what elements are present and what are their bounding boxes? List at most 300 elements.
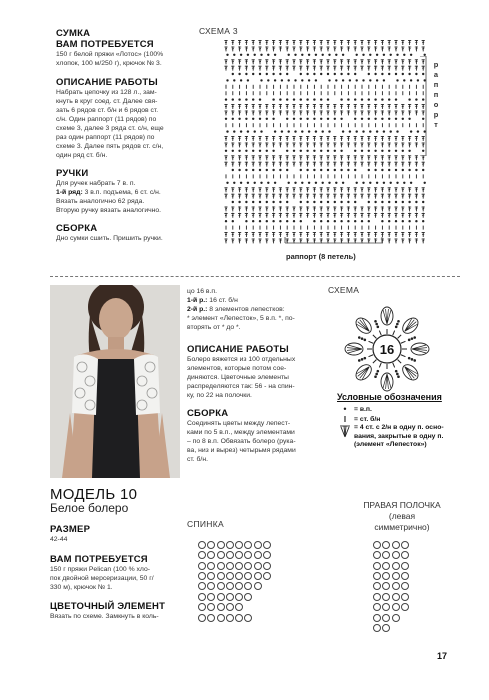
single-crochet <box>379 331 381 336</box>
double-crochet <box>252 194 255 199</box>
shelf-label <box>356 500 448 533</box>
double-crochet <box>347 110 350 115</box>
chain-stitch <box>408 73 410 75</box>
chain-stitch <box>327 201 329 203</box>
double-crochet <box>408 104 411 109</box>
double-crochet <box>415 59 418 64</box>
chain-stitch <box>272 220 274 222</box>
double-crochet <box>258 104 261 109</box>
rapport-letter: п <box>433 90 439 99</box>
double-crochet <box>231 104 234 109</box>
double-crochet <box>401 155 404 160</box>
chain-stitch <box>259 201 261 203</box>
chain-stitch <box>408 220 410 222</box>
chain-stitch <box>411 337 414 340</box>
chain-stitch <box>381 201 383 203</box>
bag-handles-line: Вторую ручку вязать аналогично. <box>56 207 162 214</box>
double-crochet <box>333 66 336 71</box>
scheme3-rapport-bottom-bracket <box>284 236 384 248</box>
double-crochet <box>374 59 377 64</box>
bag-desc-heading: ОПИСАНИЕ РАБОТЫ <box>56 77 158 88</box>
double-crochet <box>292 40 295 45</box>
double-crochet <box>415 104 418 109</box>
chain-stitch <box>328 54 330 56</box>
chain-stitch <box>313 201 315 203</box>
chain-stitch <box>340 220 342 222</box>
double-crochet <box>381 104 384 109</box>
double-crochet <box>422 238 425 243</box>
double-crochet <box>231 232 234 237</box>
double-crochet <box>354 110 357 115</box>
double-crochet <box>313 40 316 45</box>
chain-stitch <box>320 201 322 203</box>
double-crochet <box>360 110 363 115</box>
double-crochet <box>347 66 350 71</box>
double-crochet <box>347 162 350 167</box>
double-crochet <box>320 162 323 167</box>
double-crochet <box>306 206 309 211</box>
chain-stitch <box>306 118 308 120</box>
double-crochet <box>252 110 255 115</box>
chain-stitch <box>266 201 268 203</box>
double-crochet <box>252 142 255 147</box>
double-crochet <box>354 206 357 211</box>
chain-stitch <box>266 169 268 171</box>
chain-stitch <box>232 150 234 152</box>
chain-stitch <box>340 150 342 152</box>
double-crochet <box>394 104 397 109</box>
rapport-letter: п <box>433 80 439 89</box>
double-crochet <box>394 59 397 64</box>
chain-stitch <box>381 220 383 222</box>
chain-stitch <box>247 130 249 132</box>
chain-stitch <box>361 118 363 120</box>
chain-stitch <box>374 169 376 171</box>
double-crochet <box>340 59 343 64</box>
double-crochet <box>394 155 397 160</box>
chain-stitch <box>279 98 281 100</box>
double-crochet <box>313 194 316 199</box>
double-crochet <box>224 155 227 160</box>
double-crochet <box>401 59 404 64</box>
double-crochet <box>272 162 275 167</box>
double-crochet <box>306 162 309 167</box>
chain-stitch <box>279 201 281 203</box>
scheme3-rapport-vertical <box>432 60 440 130</box>
double-crochet <box>313 136 316 141</box>
bag-desc-line: один ряд ст. б/н. <box>56 152 108 159</box>
flower-element <box>226 614 234 622</box>
chain-stitch <box>240 182 242 184</box>
shelf-label-line: ПРАВАЯ ПОЛОЧКА <box>363 500 441 510</box>
chain-stitch <box>408 339 411 342</box>
legend-text: = 4 ст. с 2/н в одну п. осно- <box>354 424 444 431</box>
shelf-label-line: симметрично) <box>374 522 430 532</box>
chain-stitch <box>327 118 329 120</box>
double-crochet <box>231 142 234 147</box>
chain-stitch <box>288 130 290 132</box>
double-crochet <box>224 46 227 51</box>
chain-stitch <box>252 220 254 222</box>
double-crochet <box>292 187 295 192</box>
petal-symbol-icon <box>336 424 354 450</box>
double-crochet <box>272 142 275 147</box>
single-crochet <box>373 360 377 364</box>
double-crochet <box>224 66 227 71</box>
double-crochet <box>388 187 391 192</box>
single-crochet <box>373 335 377 339</box>
double-crochet <box>265 213 268 218</box>
chain-stitch <box>340 98 342 100</box>
single-crochet <box>369 341 374 343</box>
chain-stitch <box>254 130 256 132</box>
chain-stitch <box>259 220 261 222</box>
double-crochet <box>252 213 255 218</box>
chain-stitch <box>347 98 349 100</box>
element-row <box>373 568 410 578</box>
chain-stitch <box>358 359 361 362</box>
double-crochet <box>360 206 363 211</box>
chain-stitch <box>395 326 398 329</box>
double-crochet <box>313 59 316 64</box>
double-crochet <box>320 40 323 45</box>
chain-stitch <box>300 73 302 75</box>
double-crochet <box>347 206 350 211</box>
double-crochet <box>374 66 377 71</box>
double-crochet <box>320 194 323 199</box>
double-crochet <box>265 59 268 64</box>
petal <box>411 343 429 355</box>
double-crochet <box>367 136 370 141</box>
double-crochet <box>238 40 241 45</box>
single-crochet <box>369 355 374 357</box>
legend-text: (элемент «Лепесток») <box>354 441 427 448</box>
double-crochet <box>367 110 370 115</box>
flower-element <box>392 614 400 622</box>
double-crochet <box>381 110 384 115</box>
chain-stitch <box>240 79 242 81</box>
double-crochet <box>320 136 323 141</box>
double-crochet <box>394 238 397 243</box>
double-crochet <box>245 110 248 115</box>
double-crochet <box>347 213 350 218</box>
double-crochet <box>245 155 248 160</box>
double-crochet <box>326 40 329 45</box>
model-details <box>50 524 185 621</box>
double-crochet <box>231 46 234 51</box>
chain-stitch <box>327 220 329 222</box>
chain-stitch <box>306 169 308 171</box>
double-crochet <box>292 162 295 167</box>
double-crochet <box>381 142 384 147</box>
chain-stitch <box>259 98 261 100</box>
chain-stitch <box>368 118 370 120</box>
row-label: 2-й р.: <box>187 306 208 313</box>
bag-handles-line: Вязать аналогично 62 ряда. <box>56 198 145 205</box>
chain-stitch <box>396 130 398 132</box>
chain-stitch <box>225 220 227 222</box>
chain-stitch <box>334 220 336 222</box>
chain-stitch <box>388 220 390 222</box>
double-crochet <box>238 66 241 71</box>
element-row <box>198 537 272 547</box>
double-crochet <box>231 206 234 211</box>
double-crochet <box>401 40 404 45</box>
chain-stitch <box>368 220 370 222</box>
double-crochet <box>381 136 384 141</box>
chain-stitch <box>368 98 370 100</box>
double-crochet <box>367 66 370 71</box>
double-crochet <box>326 194 329 199</box>
chain-stitch <box>415 98 417 100</box>
back-layout <box>198 537 272 620</box>
double-crochet <box>340 40 343 45</box>
section-divider <box>50 276 460 277</box>
double-crochet <box>354 46 357 51</box>
double-crochet <box>347 40 350 45</box>
element-row <box>198 547 272 557</box>
double-crochet <box>326 213 329 218</box>
double-crochet <box>252 136 255 141</box>
chain-stitch <box>306 73 308 75</box>
chain-stitch <box>342 130 344 132</box>
double-crochet <box>279 238 282 243</box>
chain-stitch <box>356 182 358 184</box>
double-crochet <box>333 110 336 115</box>
bag-section <box>56 28 202 243</box>
double-crochet <box>367 59 370 64</box>
bag-materials-line: хлопок, 100 м/250 г), крючок № 3. <box>56 60 162 67</box>
double-crochet <box>238 162 241 167</box>
double-crochet <box>258 155 261 160</box>
chain-stitch <box>361 220 363 222</box>
chain-stitch <box>364 357 367 360</box>
chain-stitch <box>415 169 417 171</box>
double-crochet <box>408 46 411 51</box>
chain-stitch <box>381 169 383 171</box>
double-crochet <box>333 46 336 51</box>
double-crochet <box>354 40 357 45</box>
double-crochet <box>272 206 275 211</box>
double-crochet <box>333 213 336 218</box>
double-crochet <box>238 46 241 51</box>
middle-assembly-line: Соединять цветы между лепест- <box>187 420 291 427</box>
chain-stitch <box>334 118 336 120</box>
double-crochet <box>360 194 363 199</box>
chain-stitch <box>293 98 295 100</box>
single-crochet <box>401 355 406 357</box>
chain-stitch <box>342 54 344 56</box>
chain-stitch <box>301 79 303 81</box>
chain-stitch <box>259 73 261 75</box>
double-crochet <box>388 194 391 199</box>
double-crochet <box>326 206 329 211</box>
chain-stitch <box>252 169 254 171</box>
double-crochet <box>367 155 370 160</box>
double-crochet <box>252 187 255 192</box>
double-crochet <box>292 206 295 211</box>
chain-stitch <box>349 79 351 81</box>
double-crochet <box>224 213 227 218</box>
chain-stitch <box>320 150 322 152</box>
middle-desc-line: диняются. Цветочные элементы <box>187 374 289 381</box>
chain-stitch <box>320 118 322 120</box>
element-row <box>198 558 272 568</box>
chain-stitch <box>301 182 303 184</box>
chain-stitch <box>362 130 364 132</box>
double-crochet <box>231 136 234 141</box>
double-crochet <box>360 136 363 141</box>
double-crochet <box>347 59 350 64</box>
double-crochet <box>224 142 227 147</box>
chain-stitch <box>374 150 376 152</box>
double-crochet <box>326 66 329 71</box>
double-crochet <box>245 142 248 147</box>
chain-stitch <box>267 79 269 81</box>
element-row <box>373 579 410 589</box>
double-crochet <box>408 66 411 71</box>
middle-assembly-line: ками по 5 в.п., между элементами <box>187 429 295 436</box>
double-crochet <box>374 142 377 147</box>
double-crochet <box>394 46 397 51</box>
chain-stitch <box>320 220 322 222</box>
chain-stitch <box>327 98 329 100</box>
double-crochet <box>340 194 343 199</box>
bag-desc-line: схеме 3, далее 3 ряда ст. с/н, еще <box>56 125 164 132</box>
row-text: 3 в.п. подъема, 6 ст. с/н. <box>82 189 161 196</box>
double-crochet <box>360 162 363 167</box>
double-crochet <box>224 110 227 115</box>
scheme3-rapport-bracket <box>419 56 429 156</box>
double-crochet <box>286 136 289 141</box>
double-crochet <box>360 187 363 192</box>
double-crochet <box>272 59 275 64</box>
legend-heading: Условные обозначения <box>337 392 442 402</box>
petal <box>345 343 363 355</box>
chain-stitch <box>259 169 261 171</box>
double-crochet <box>408 232 411 237</box>
bag-desc-line: с/н. Один раппорт (11 рядов) по <box>56 116 157 123</box>
double-crochet <box>252 40 255 45</box>
double-crochet <box>374 155 377 160</box>
single-crochet <box>393 331 395 336</box>
double-crochet <box>340 136 343 141</box>
double-crochet <box>388 40 391 45</box>
chain-stitch <box>274 79 276 81</box>
bag-title: СУМКА <box>56 28 91 39</box>
double-crochet <box>381 155 384 160</box>
chain-stitch <box>245 73 247 75</box>
chain-stitch <box>368 73 370 75</box>
bag-assembly-heading: СБОРКА <box>56 223 98 234</box>
double-crochet <box>347 187 350 192</box>
chain-stitch <box>408 201 410 203</box>
double-crochet <box>360 104 363 109</box>
chain-stitch <box>361 358 364 361</box>
chain-stitch <box>334 201 336 203</box>
chain-stitch <box>226 130 228 132</box>
chain-stitch <box>390 54 392 56</box>
double-crochet <box>272 104 275 109</box>
chain-stitch <box>233 79 235 81</box>
double-crochet <box>279 213 282 218</box>
double-crochet <box>388 66 391 71</box>
double-crochet <box>313 206 316 211</box>
chain-stitch <box>375 373 378 376</box>
double-crochet <box>238 213 241 218</box>
chain-stitch <box>347 220 349 222</box>
double-crochet <box>360 213 363 218</box>
chain-stitch <box>286 150 288 152</box>
double-crochet <box>306 110 309 115</box>
chain-stitch <box>232 73 234 75</box>
double-crochet <box>320 155 323 160</box>
bag-materials-line: 150 г белой пряжи «Лотос» (100% <box>56 51 164 58</box>
chain-stitch <box>294 54 296 56</box>
double-crochet <box>272 232 275 237</box>
double-crochet <box>252 66 255 71</box>
double-crochet <box>279 142 282 147</box>
chain-stitch <box>315 130 317 132</box>
double-crochet <box>231 155 234 160</box>
double-crochet <box>367 213 370 218</box>
back-label: СПИНКА <box>187 519 224 529</box>
double-crochet <box>340 110 343 115</box>
chain-stitch <box>342 79 344 81</box>
double-crochet <box>347 194 350 199</box>
chain-stitch <box>293 118 295 120</box>
double-crochet <box>354 66 357 71</box>
double-crochet <box>326 155 329 160</box>
chain-stitch <box>300 220 302 222</box>
flower-center-number: 16 <box>379 342 395 357</box>
double-crochet <box>415 206 418 211</box>
chain-stitch <box>388 169 390 171</box>
bag-desc-line: схеме 3. Далее пять рядов ст. с/н, <box>56 143 164 150</box>
double-crochet <box>299 136 302 141</box>
rapport-letter: р <box>433 110 439 119</box>
double-crochet <box>354 187 357 192</box>
chain-stitch <box>322 54 324 56</box>
double-crochet <box>292 213 295 218</box>
double-crochet <box>292 142 295 147</box>
double-crochet <box>388 46 391 51</box>
bag-assembly-text: Дно сумки сшить. Пришить ручки. <box>56 235 163 242</box>
double-crochet <box>326 104 329 109</box>
double-crochet <box>326 110 329 115</box>
chain-stitch <box>340 201 342 203</box>
double-crochet <box>333 194 336 199</box>
double-crochet <box>299 66 302 71</box>
double-crochet <box>286 142 289 147</box>
double-crochet <box>272 213 275 218</box>
double-crochet <box>299 162 302 167</box>
double-crochet <box>320 187 323 192</box>
double-crochet <box>258 40 261 45</box>
double-crochet <box>333 104 336 109</box>
chain-stitch <box>395 201 397 203</box>
double-crochet <box>374 206 377 211</box>
chain-stitch <box>396 373 399 376</box>
chain-stitch <box>240 130 242 132</box>
double-crochet <box>258 66 261 71</box>
chain-stitch <box>272 150 274 152</box>
double-crochet <box>347 46 350 51</box>
double-crochet <box>231 187 234 192</box>
element-row <box>198 589 272 599</box>
chain-stitch <box>320 169 322 171</box>
chain-stitch <box>252 150 254 152</box>
